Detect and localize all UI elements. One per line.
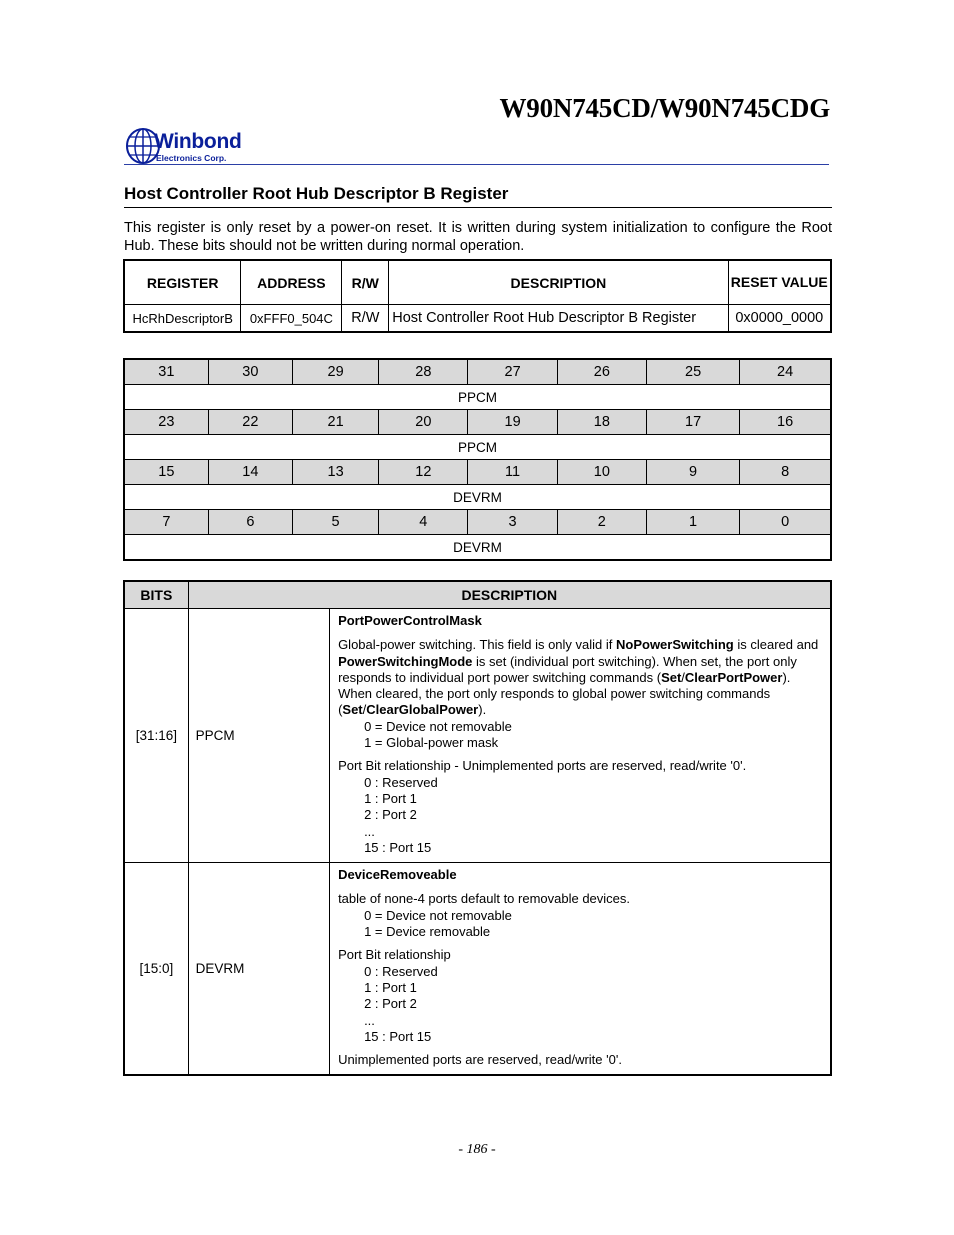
logo-subtitle: Electronics Corp. bbox=[156, 153, 227, 163]
bits-cell: [15:0] bbox=[124, 863, 188, 1076]
description-cell: Host Controller Root Hub Descriptor B Register bbox=[389, 305, 728, 333]
port-line: ... bbox=[364, 1012, 375, 1028]
bit-layout-table bbox=[123, 358, 832, 561]
bit-number: 20 bbox=[379, 410, 468, 435]
table-row bbox=[124, 305, 831, 333]
port-intro: Port Bit relationship bbox=[338, 947, 451, 963]
bit-number: 30 bbox=[208, 359, 292, 385]
bit-number: 13 bbox=[292, 460, 378, 485]
port-line: 1 : Port 1 bbox=[364, 790, 417, 806]
winbond-logo bbox=[126, 126, 250, 166]
bit-number: 14 bbox=[208, 460, 292, 485]
port-line: 1 : Port 1 bbox=[364, 979, 417, 995]
port-line: 2 : Port 2 bbox=[364, 807, 417, 823]
header-description: DESCRIPTION bbox=[188, 581, 831, 609]
port-intro: Port Bit relationship - Unimplemented ports are reserved, read/write '0'. bbox=[338, 758, 747, 774]
bit-number: 19 bbox=[468, 410, 557, 435]
section-divider bbox=[124, 207, 832, 208]
port-line: 0 : Reserved bbox=[364, 963, 438, 979]
table-row bbox=[124, 609, 831, 863]
logo-wordmark: Winbond bbox=[154, 130, 242, 153]
header-description: DESCRIPTION bbox=[389, 260, 728, 305]
bit-number-row bbox=[124, 359, 831, 385]
port-line: 15 : Port 15 bbox=[364, 1028, 432, 1044]
field-footer-note: Unimplemented ports are reserved, read/write '0'. bbox=[338, 1052, 622, 1068]
bit-number: 18 bbox=[557, 410, 646, 435]
field-title: PortPowerControlMask bbox=[338, 613, 482, 628]
field-description-paragraph bbox=[338, 891, 822, 940]
bit-number: 4 bbox=[379, 510, 468, 535]
register-table-header bbox=[124, 260, 831, 305]
bit-number-row bbox=[124, 510, 831, 535]
bit-field-row bbox=[124, 485, 831, 510]
term-clear-port-power: ClearPortPower bbox=[684, 669, 783, 685]
text-run: / bbox=[362, 702, 367, 718]
page-number: - 186 - bbox=[458, 1142, 496, 1157]
bit-number: 16 bbox=[740, 410, 831, 435]
port-line: 0 : Reserved bbox=[364, 774, 438, 790]
bit-field-row bbox=[124, 435, 831, 460]
bit-number-row bbox=[124, 410, 831, 435]
section-heading: Host Controller Root Hub Descriptor B Register bbox=[124, 184, 509, 203]
address-cell: 0xFFF0_504C bbox=[241, 305, 342, 333]
field-name-cell: DEVRM bbox=[188, 863, 329, 1076]
text-run: table of none-4 ports default to removable devices. bbox=[338, 891, 631, 907]
value-line: 1 = Global-power mask bbox=[364, 735, 499, 751]
field-description-cell bbox=[330, 609, 831, 863]
bit-number: 17 bbox=[646, 410, 739, 435]
bit-number: 9 bbox=[646, 460, 739, 485]
bit-field-name: PPCM bbox=[124, 385, 831, 410]
value-line: 1 = Device removable bbox=[364, 924, 491, 940]
term-set: Set bbox=[661, 669, 682, 685]
header-register: REGISTER bbox=[124, 260, 241, 305]
rw-cell: R/W bbox=[342, 305, 389, 333]
bit-number: 27 bbox=[468, 359, 557, 385]
header-bits: BITS bbox=[124, 581, 188, 609]
bit-number: 15 bbox=[124, 460, 208, 485]
value-line: 0 = Device not removable bbox=[364, 907, 512, 923]
header-address: ADDRESS bbox=[241, 260, 342, 305]
bit-number: 11 bbox=[468, 460, 557, 485]
intro-paragraph: This register is only reset by a power-on reset. It is written during system initialization to configure the Root Hub. These bits should not be written during normal operation. bbox=[124, 220, 832, 254]
reset-value-cell: 0x0000_0000 bbox=[728, 305, 831, 333]
field-title: DeviceRemoveable bbox=[338, 867, 457, 883]
bit-number: 8 bbox=[740, 460, 831, 485]
field-name-cell: PPCM bbox=[188, 609, 329, 863]
bit-field-name: DEVRM bbox=[124, 485, 831, 510]
bit-number: 1 bbox=[646, 510, 739, 535]
bits-cell: [31:16] bbox=[124, 609, 188, 863]
value-line: 0 = Device not removable bbox=[364, 718, 512, 734]
term-no-power-switching: NoPowerSwitching bbox=[616, 637, 734, 653]
text-run: is cleared and bbox=[733, 637, 819, 653]
bit-number: 31 bbox=[124, 359, 208, 385]
register-name-cell: HcRhDescriptorB bbox=[124, 305, 241, 333]
register-table bbox=[123, 259, 832, 333]
port-relationship bbox=[338, 758, 822, 856]
bit-field-row bbox=[124, 385, 831, 410]
header-rw: R/W bbox=[342, 260, 389, 305]
text-run: / bbox=[681, 669, 685, 685]
bit-number: 25 bbox=[646, 359, 739, 385]
bit-number: 5 bbox=[292, 510, 378, 535]
bit-number: 29 bbox=[292, 359, 378, 385]
bit-number: 22 bbox=[208, 410, 292, 435]
bit-number: 28 bbox=[379, 359, 468, 385]
bit-field-row bbox=[124, 535, 831, 561]
port-line: ... bbox=[364, 823, 375, 839]
description-table-header bbox=[124, 581, 831, 609]
port-line: 2 : Port 2 bbox=[364, 996, 417, 1012]
bit-number-row bbox=[124, 460, 831, 485]
bit-number: 0 bbox=[740, 510, 831, 535]
port-relationship bbox=[338, 947, 822, 1045]
bit-number: 6 bbox=[208, 510, 292, 535]
bit-number: 23 bbox=[124, 410, 208, 435]
header-divider bbox=[124, 164, 829, 165]
table-row bbox=[124, 863, 831, 1076]
bit-number: 3 bbox=[468, 510, 557, 535]
field-description-table bbox=[123, 580, 832, 1076]
text-run: is set (individual port switching). When set, the port only responds to individual port power switching commands ( bbox=[338, 653, 797, 685]
term-power-switching-mode: PowerSwitchingMode bbox=[338, 653, 473, 669]
bit-number: 12 bbox=[379, 460, 468, 485]
bit-number: 26 bbox=[557, 359, 646, 385]
text-run: ). When cleared, the port only responds to global power switching commands ( bbox=[338, 669, 791, 718]
bit-number: 7 bbox=[124, 510, 208, 535]
bit-number: 2 bbox=[557, 510, 646, 535]
bit-field-name: DEVRM bbox=[124, 535, 831, 561]
header-reset-value: RESET VALUE bbox=[728, 260, 831, 305]
field-description-cell bbox=[330, 863, 831, 1076]
term-set: Set bbox=[342, 702, 363, 718]
port-line: 15 : Port 15 bbox=[364, 839, 432, 855]
document-title: W90N745CD/W90N745CDG bbox=[499, 93, 830, 123]
text-run: Global-power switching. This field is only valid if bbox=[338, 637, 616, 653]
field-description-paragraph bbox=[338, 637, 822, 751]
bit-number: 10 bbox=[557, 460, 646, 485]
term-clear-global-power: ClearGlobalPower bbox=[366, 702, 479, 718]
bit-number: 24 bbox=[740, 359, 831, 385]
text-run: ). bbox=[478, 702, 487, 718]
bit-field-name: PPCM bbox=[124, 435, 831, 460]
bit-number: 21 bbox=[292, 410, 378, 435]
